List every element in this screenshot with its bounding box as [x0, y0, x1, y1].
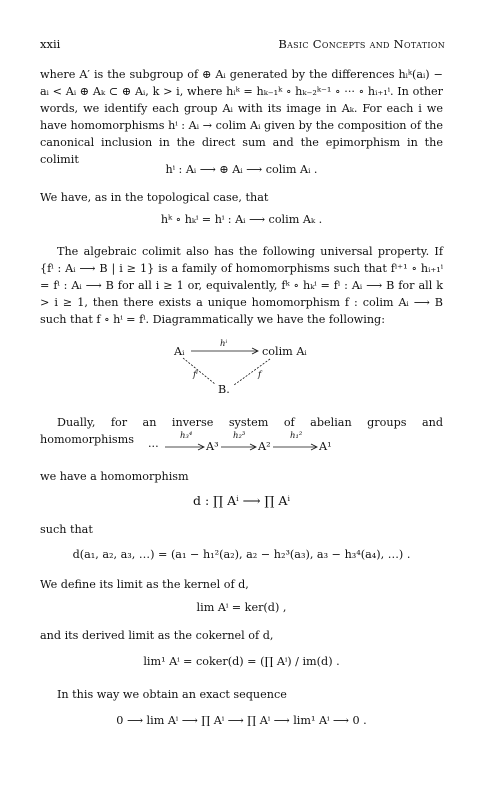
paragraph-1: where A′ is the subgroup of ⊕ Aᵢ generated by the differences hᵢᵏ(aᵢ) − aᵢ < Aᵢ ⊕ Aₖ ⊂ ⊕ Aᵢ, k > i, where hᵢᵏ = hₖ₋₁ᵏ ∘ hₖ₋₂ᵏ⁻¹ ∘ ··· ∘ hᵢ₊₁ⁱ. In other words, we identify each group Aᵢ with its image in Aₖ. For each i we have homomorphisms hⁱ : Aᵢ → colim Aᵢ given by the composition of the canonical inclusion in the direct sum and the epimorphism in the colimit: [40, 68, 443, 166]
inv-a1: A¹: [319, 440, 332, 453]
equation-d-map: d : ∏ Aⁱ ⟶ ∏ Aⁱ: [193, 493, 290, 508]
diagram-node-colim: colim Aᵢ: [262, 345, 307, 358]
diagram-label-fi: fⁱ: [193, 370, 198, 380]
inv-a2: A²: [258, 440, 271, 453]
diagram-node-ai: Aᵢ: [174, 345, 185, 358]
equation-derived-limit: lim¹ Aⁱ = coker(d) = (∏ Aⁱ) / im(d) .: [143, 655, 340, 668]
paragraph-7: We define its limit as the kernel of d,: [40, 578, 249, 591]
equation-colim-map: hⁱ : Aᵢ ⟶ ⊕ Aᵢ ⟶ colim Aᵢ .: [165, 163, 318, 176]
inv-dots: ···: [148, 440, 159, 453]
equation-limit: lim Aⁱ = ker(d) ,: [196, 601, 287, 614]
equation-d-def: d(a₁, a₂, a₃, …) = (a₁ − h₁²(a₂), a₂ − h₂³(a₃), a₃ − h₃⁴(a₄), …) .: [72, 548, 411, 561]
inv-a3: A³: [206, 440, 219, 453]
paragraph-8: and its derived limit as the cokernel of d,: [40, 629, 274, 642]
paragraph-5: we have a homomorphism: [40, 470, 189, 483]
diagram-label-h: hⁱ: [220, 339, 228, 349]
running-title: Basic Concepts and Notation: [278, 37, 445, 51]
paragraph-3: The algebraic colimit also has the following universal property. If {fⁱ : Aᵢ ⟶ B | i ≥ 1} is a family of homomorphisms such that fⁱ⁺¹ ∘ hᵢ₊₁ⁱ = fⁱ : Aᵢ ⟶ B for all i ≥ 1 or, equivalently, fᵏ ∘ hₖⁱ = fⁱ : Aᵢ ⟶ B for all k > i ≥ 1, then there exists a unique homomorphism f : colim Aᵢ ⟶ B such that f ∘ hⁱ = fⁱ. Diagrammatically we have the following:: [40, 245, 443, 326]
page-number: xxii: [40, 37, 61, 51]
inv-label-h12: h₁²: [290, 431, 303, 441]
paragraph-2: We have, as in the topological case, that: [40, 191, 269, 204]
inv-label-h34: h₃⁴: [180, 431, 193, 441]
paragraph-9: In this way we obtain an exact sequence: [57, 688, 287, 701]
equation-compat: hᵏ ∘ hₖⁱ = hⁱ : Aᵢ ⟶ colim Aₖ .: [160, 213, 323, 226]
diagram-label-f: f: [258, 370, 262, 380]
diagram-node-b: B.: [218, 383, 230, 396]
paragraph-4: Dually, for an inverse system of abelian groups and homomorphisms: [40, 416, 443, 446]
paragraph-6: such that: [40, 523, 93, 536]
inv-label-h23: h₂³: [233, 431, 246, 441]
equation-exact-sequence: 0 ⟶ lim Aⁱ ⟶ ∏ Aⁱ ⟶ ∏ Aⁱ ⟶ lim¹ Aⁱ ⟶ 0 .: [116, 714, 367, 727]
